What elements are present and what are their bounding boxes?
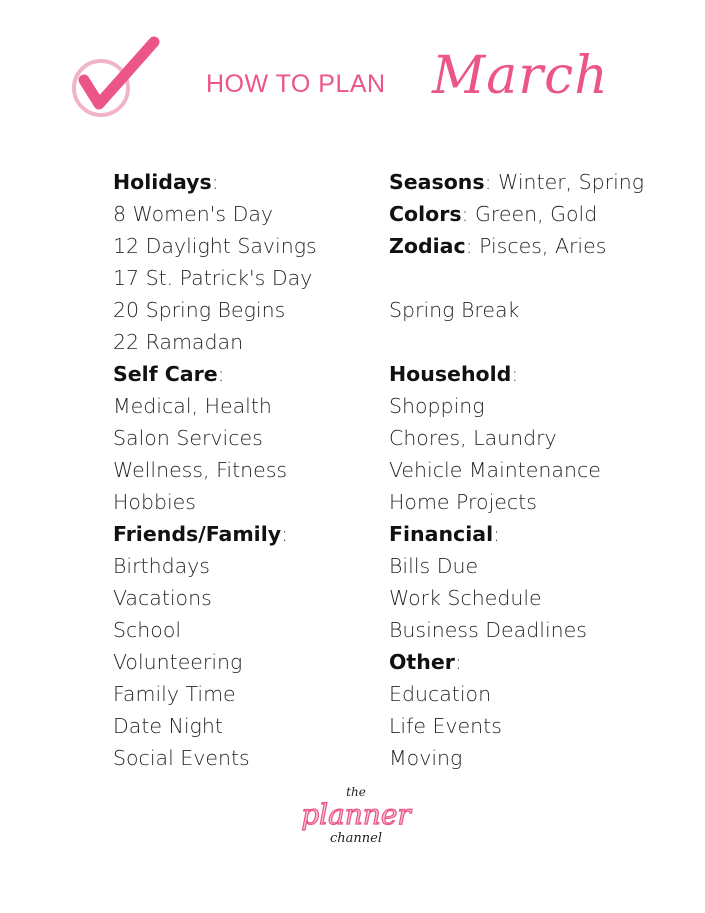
list-item: Family Time [113, 682, 236, 706]
checkmark-circle-icon [68, 34, 168, 124]
list-item: Social Events [113, 746, 250, 770]
list-item: 20 Spring Begins [113, 298, 286, 322]
spacer [389, 326, 689, 358]
logo-line-channel: channel [330, 831, 382, 846]
list-item: Education [389, 682, 492, 706]
list-item: 12 Daylight Savings [113, 234, 317, 258]
spacer [389, 262, 689, 294]
other-heading: Other: [389, 650, 462, 674]
list-item: 8 Women's Day [113, 202, 274, 226]
left-column [113, 166, 413, 774]
list-item: Bills Due [389, 554, 479, 578]
list-item: Birthdays [113, 554, 210, 578]
list-item: Business Deadlines [389, 618, 587, 642]
list-item: Volunteering [113, 650, 243, 674]
month-title: March [432, 46, 609, 106]
holidays-heading: Holidays: [113, 170, 219, 194]
list-item: Work Schedule [389, 586, 542, 610]
list-item: Shopping [389, 394, 485, 418]
logo-line-the: the [346, 785, 366, 799]
logo-line-planner: planner [301, 798, 411, 831]
header-lead: HOW TO PLAN [206, 70, 386, 98]
zodiac-row: Zodiac: Pisces, Aries [389, 234, 607, 258]
list-item: Vehicle Maintenance [389, 458, 601, 482]
seasons-row: Seasons: Winter, Spring [389, 170, 645, 194]
financial-heading: Financial: [389, 522, 501, 546]
list-item: Date Night [113, 714, 223, 738]
list-item: Chores, Laundry [389, 426, 557, 450]
list-item: Life Events [389, 714, 502, 738]
right-column [389, 166, 689, 774]
friends-family-heading: Friends/Family: [113, 522, 289, 546]
list-item: Moving [389, 746, 463, 770]
household-heading: Household: [389, 362, 519, 386]
list-item: School [113, 618, 182, 642]
spring-break-note: Spring Break [389, 298, 520, 322]
list-item: Wellness, Fitness [113, 458, 288, 482]
list-item: Hobbies [113, 490, 196, 514]
colors-row: Colors: Green, Gold [389, 202, 598, 226]
list-item: Vacations [113, 586, 212, 610]
list-item: 22 Ramadan [113, 330, 244, 354]
list-item: Home Projects [389, 490, 537, 514]
self-care-heading: Self Care: [113, 362, 225, 386]
planner-channel-logo [296, 782, 416, 848]
list-item: Salon Services [113, 426, 263, 450]
list-item: Medical, Health [113, 394, 272, 418]
list-item: 17 St. Patrick's Day [113, 266, 313, 290]
